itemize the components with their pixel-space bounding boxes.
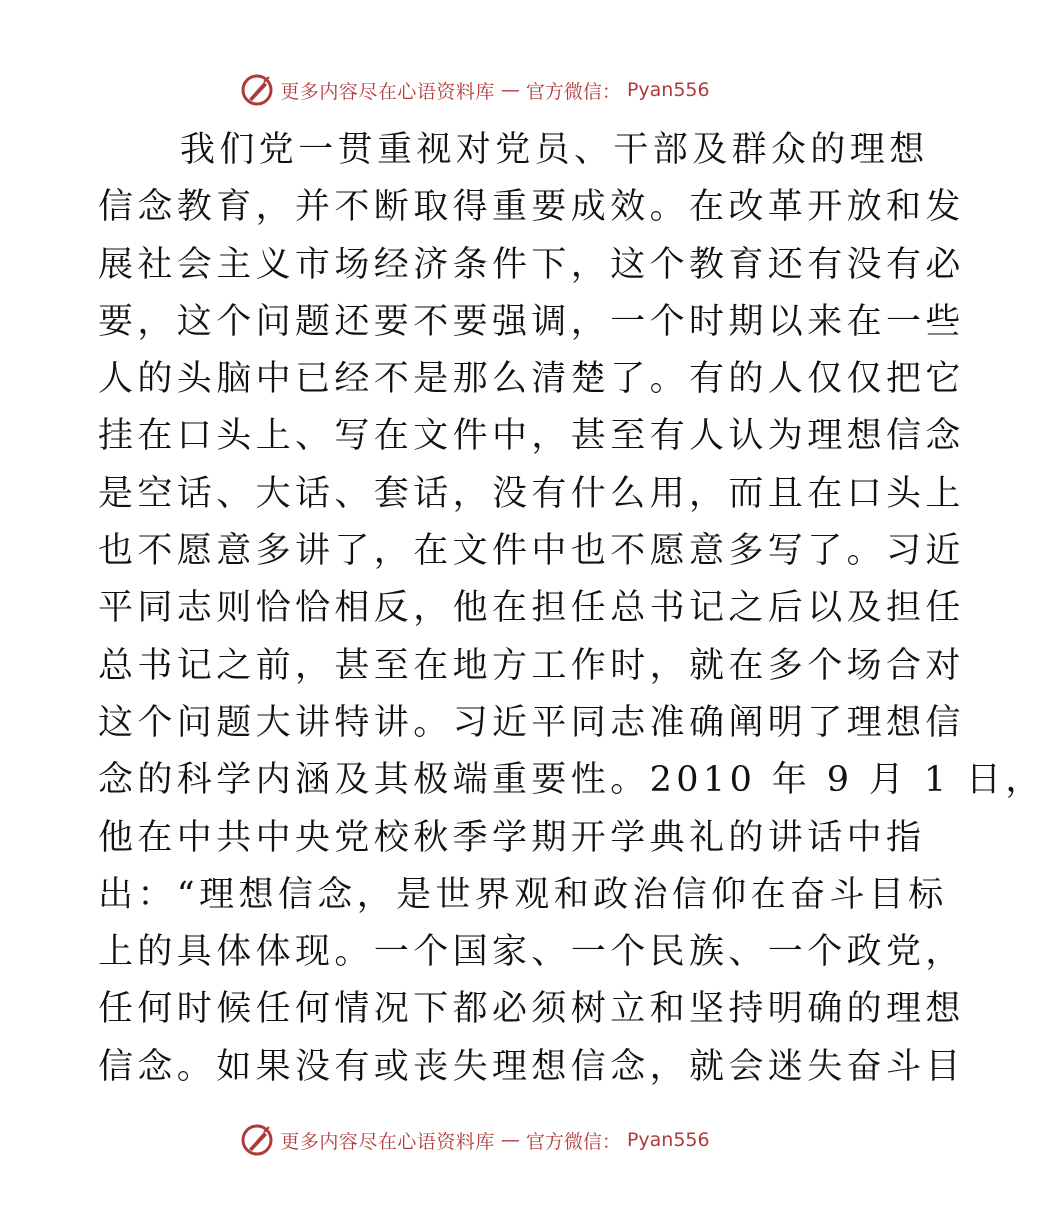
watermark-text: 更多内容尽在心语资料库 xyxy=(280,1130,495,1153)
quill-logo-icon xyxy=(240,1123,274,1157)
watermark-separator: — xyxy=(500,79,520,101)
watermark-contact-label: 官方微信： xyxy=(525,80,621,103)
text-line: 信念教育，并不断取得重要成效。在改革开放和发 xyxy=(98,187,965,228)
text-line: 要，这个问题还要不要强调，一个时期以来在一些 xyxy=(98,301,965,342)
text-line: 念的科学内涵及其极端重要性。2010 年 9 月 1 日， xyxy=(98,760,1045,801)
text-line: 上的具体体现。一个国家、一个民族、一个政党， xyxy=(98,932,965,973)
text-line: 这个问题大讲特讲。习近平同志准确阐明了理想信 xyxy=(98,702,965,743)
text-line: 是空话、大话、套话，没有什么用，而且在口头上 xyxy=(98,473,965,514)
text-line: 挂在口头上、写在文件中，甚至有人认为理想信念 xyxy=(98,416,965,457)
text-line: 任何时候任何情况下都必须树立和坚持明确的理想 xyxy=(98,989,965,1030)
watermark-contact-id: Pyan556 xyxy=(626,1129,710,1151)
document-body xyxy=(98,122,1045,1096)
text-line: 人的头脑中已经不是那么清楚了。有的人仅仅把它 xyxy=(98,359,965,400)
watermark-contact-label: 官方微信： xyxy=(525,1130,621,1153)
watermark-text: 更多内容尽在心语资料库 xyxy=(280,80,495,103)
text-line: 也不愿意多讲了，在文件中也不愿意多写了。习近 xyxy=(98,531,965,572)
watermark-separator: — xyxy=(500,1129,520,1151)
text-line: 出：“理想信念，是世界观和政治信仰在奋斗目标 xyxy=(98,874,948,915)
text-line: 他在中共中央党校秋季学期开学典礼的讲话中指 xyxy=(98,817,926,858)
quill-logo-icon xyxy=(240,73,274,107)
text-line: 展社会主义市场经济条件下，这个教育还有没有必 xyxy=(98,244,965,285)
text-line: 我们党一贯重视对党员、干部及群众的理想 xyxy=(180,130,929,170)
footer-watermark xyxy=(0,1120,950,1160)
text-line: 平同志则恰恰相反，他在担任总书记之后以及担任 xyxy=(98,588,965,629)
text-line: 总书记之前，甚至在地方工作时，就在多个场合对 xyxy=(98,645,965,686)
text-line: 信念。如果没有或丧失理想信念，就会迷失奋斗目 xyxy=(98,1046,965,1087)
watermark-contact-id: Pyan556 xyxy=(626,79,710,101)
header-watermark xyxy=(0,70,950,110)
